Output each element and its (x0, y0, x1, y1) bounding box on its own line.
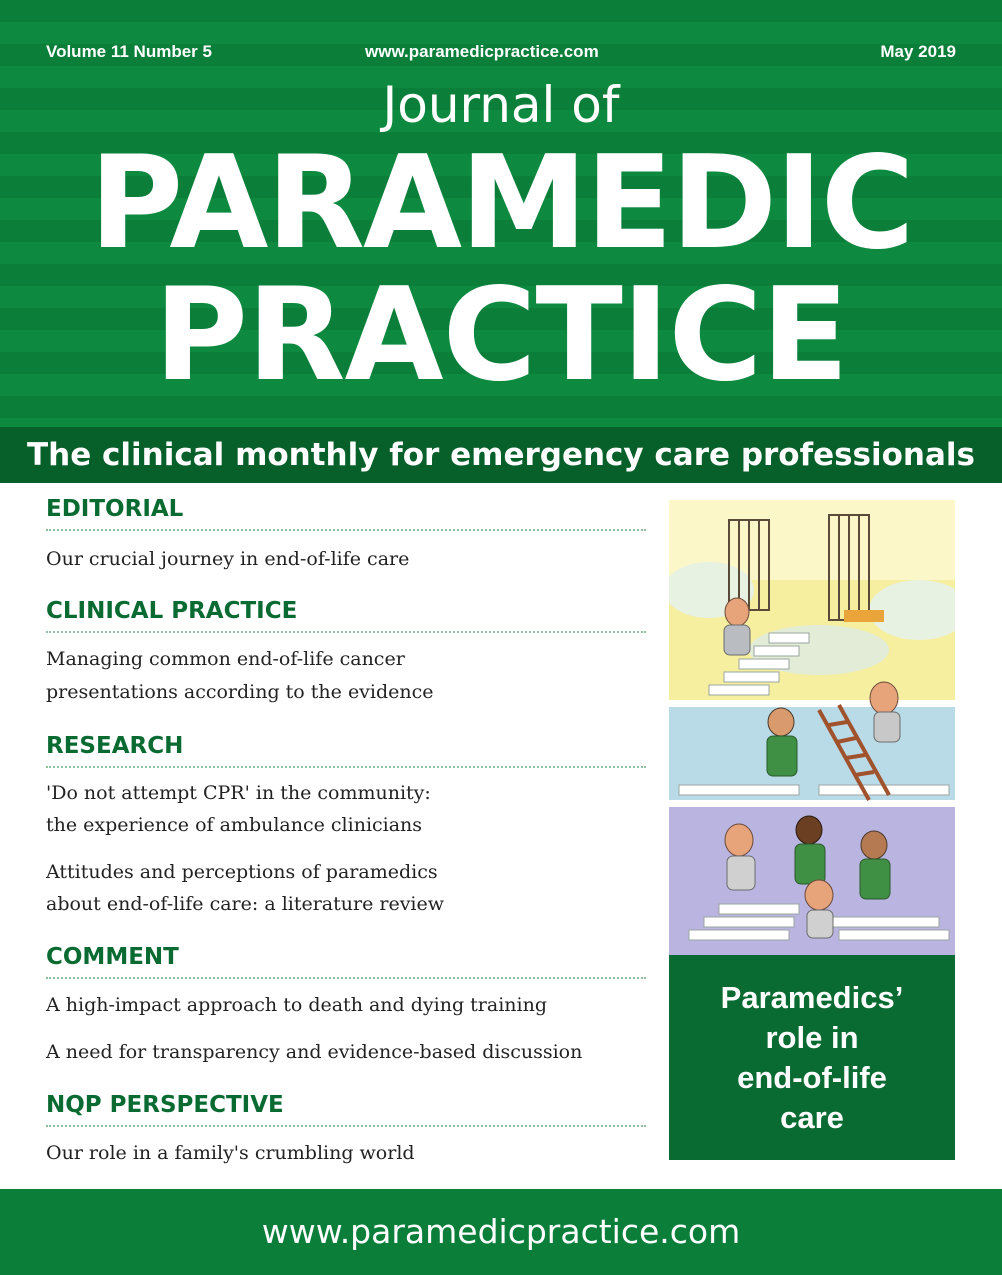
feature-line: end-of-life (737, 1059, 887, 1095)
contents-item[interactable]: Our crucial journey in end-of-life care (46, 548, 410, 570)
contents-item[interactable]: A need for transparency and evidence-based discussion (46, 1041, 583, 1063)
issue-volume: Volume 11 Number 5 (46, 42, 212, 61)
title-paramedic: PARAMEDIC (89, 129, 913, 278)
feature-line: care (780, 1099, 844, 1135)
section-heading-research: RESEARCH (46, 730, 646, 768)
feature-line: Paramedics’ (720, 979, 904, 1015)
section-heading-nqp-perspective: NQP PERSPECTIVE (46, 1089, 646, 1127)
feature-caption (669, 955, 955, 1160)
tagline: The clinical monthly for emergency care professionals (0, 427, 1002, 483)
contents-item[interactable]: presentations according to the evidence (46, 681, 434, 703)
section-heading-editorial: EDITORIAL (46, 493, 646, 531)
contents-item[interactable]: 'Do not attempt CPR' in the community: (46, 782, 431, 804)
cover-feature[interactable] (669, 500, 955, 1160)
section-heading-comment: COMMENT (46, 941, 646, 979)
section-heading-clinical-practice: CLINICAL PRACTICE (46, 595, 646, 633)
contents-item[interactable]: about end-of-life care: a literature review (46, 893, 445, 915)
contents-item[interactable]: the experience of ambulance clinicians (46, 814, 423, 836)
contents-item[interactable]: Our role in a family's crumbling world (46, 1142, 415, 1164)
issue-date: May 2019 (880, 42, 956, 61)
feature-line: role in (765, 1019, 859, 1055)
title-practice: PRACTICE (154, 261, 848, 410)
masthead (0, 0, 1002, 427)
stairway-illustration (669, 500, 955, 955)
masthead-url[interactable]: www.paramedicpractice.com (365, 42, 599, 61)
contents-item[interactable]: A high-impact approach to death and dying training (46, 994, 547, 1016)
contents-item[interactable]: Attitudes and perceptions of paramedics (46, 861, 438, 883)
contents-item[interactable]: Managing common end-of-life cancer (46, 648, 405, 670)
footer-url[interactable]: www.paramedicpractice.com (0, 1189, 1002, 1275)
journal-of-text: Journal of (382, 76, 620, 134)
